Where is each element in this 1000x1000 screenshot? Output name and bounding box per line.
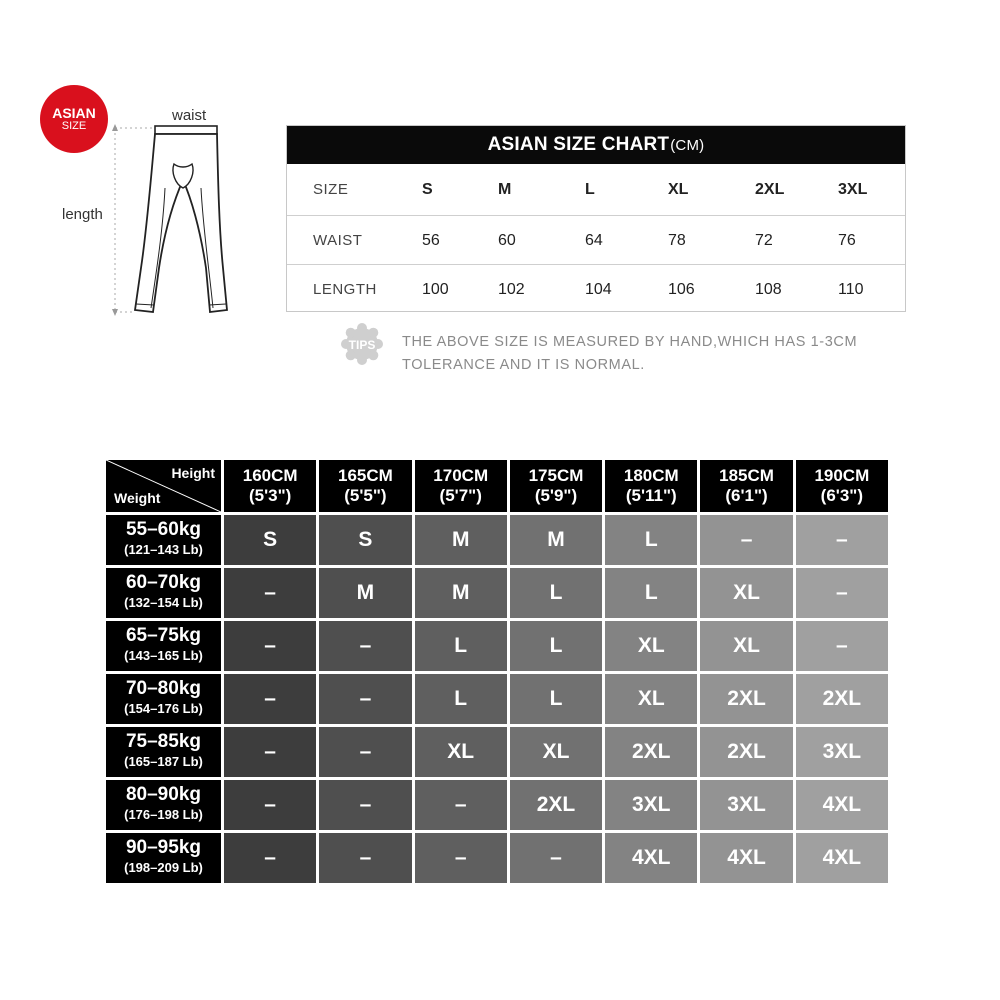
height-ft: (5'11")	[625, 486, 677, 505]
weight-row-header	[106, 780, 221, 830]
waist-row	[287, 215, 905, 265]
waist-cell: 56	[422, 232, 440, 249]
size-recommendation-cell: S	[319, 515, 411, 565]
weight-row-header	[106, 833, 221, 883]
weight-row-header	[106, 727, 221, 777]
size-chart-title-text: ASIAN SIZE CHART	[487, 134, 670, 155]
size-recommendation-cell: –	[224, 621, 316, 671]
size-recommendation-cell: 3XL	[700, 780, 792, 830]
size-header-cell: 2XL	[755, 181, 785, 198]
size-recommendation-cell: 4XL	[796, 833, 888, 883]
size-recommendation-cell: 3XL	[796, 727, 888, 777]
size-recommendation-cell: S	[224, 515, 316, 565]
size-recommendation-cell: 4XL	[796, 780, 888, 830]
waist-label: waist	[172, 107, 207, 124]
height-col-header	[796, 460, 888, 512]
size-recommendation-cell: –	[319, 727, 411, 777]
weight-lb: (176–198 Lb)	[124, 807, 203, 822]
height-col-header	[319, 460, 411, 512]
tips-note	[402, 331, 902, 377]
weight-kg: 75–85kg	[125, 731, 201, 752]
height-col-header	[224, 460, 316, 512]
size-header-cell: S	[422, 181, 433, 198]
length-row	[287, 264, 905, 314]
tips-line1: THE ABOVE SIZE IS MEASURED BY HAND,WHICH HAS 1-3CM	[402, 334, 858, 350]
height-col-header	[605, 460, 697, 512]
size-recommendation-cell: –	[224, 780, 316, 830]
tips-badge-icon	[340, 322, 384, 366]
size-chart-title	[287, 126, 905, 164]
weight-row-header	[106, 568, 221, 618]
size-recommendation-cell: 2XL	[796, 674, 888, 724]
height-col-header	[700, 460, 792, 512]
badge-line1: ASIAN	[52, 104, 96, 121]
asian-size-badge	[40, 85, 108, 153]
weight-row	[106, 727, 888, 777]
size-recommendation-cell: –	[415, 833, 507, 883]
size-header-cell: M	[498, 181, 512, 198]
size-header-cell: L	[585, 181, 595, 198]
height-col-header	[415, 460, 507, 512]
waist-cell: 72	[755, 232, 773, 249]
size-header-row	[287, 165, 905, 214]
weight-row	[106, 833, 888, 883]
tips-badge-text: TIPS	[348, 338, 376, 352]
height-cm: 160CM	[242, 466, 298, 485]
weight-kg: 70–80kg	[125, 678, 201, 699]
grid-corner	[106, 460, 221, 512]
size-recommendation-cell: XL	[700, 621, 792, 671]
length-row-label: LENGTH	[313, 281, 377, 298]
weight-lb: (198–209 Lb)	[124, 860, 203, 875]
weight-row	[106, 568, 888, 618]
size-recommendation-cell: –	[796, 621, 888, 671]
size-recommendation-cell: 4XL	[700, 833, 792, 883]
size-recommendation-cell: –	[319, 833, 411, 883]
height-cm: 170CM	[433, 466, 489, 485]
waist-row-label: WAIST	[313, 232, 363, 249]
height-ft: (5'5")	[344, 486, 387, 505]
weight-lb: (121–143 Lb)	[124, 542, 203, 557]
height-ft: (6'1")	[725, 486, 768, 505]
size-recommendation-cell: XL	[700, 568, 792, 618]
pants-diagram	[105, 118, 245, 323]
length-cell: 100	[422, 281, 449, 298]
size-recommendation-cell: 4XL	[605, 833, 697, 883]
waist-cell: 64	[585, 232, 603, 249]
weight-kg: 55–60kg	[125, 519, 201, 540]
size-recommendation-cell: –	[319, 780, 411, 830]
height-ft: (6'3")	[820, 486, 864, 505]
weight-row-header	[106, 621, 221, 671]
height-ft: (5'3")	[248, 486, 292, 505]
weight-lb: (165–187 Lb)	[124, 754, 203, 769]
weight-kg: 80–90kg	[125, 784, 201, 805]
length-label: length	[62, 206, 103, 223]
size-header-label: SIZE	[313, 181, 349, 198]
grid-header-row	[106, 460, 888, 512]
tips-line2: TOLERANCE AND IT IS NORMAL.	[402, 357, 645, 373]
size-recommendation-cell: –	[796, 568, 888, 618]
size-recommendation-cell: L	[605, 515, 697, 565]
height-weight-grid	[103, 457, 891, 886]
height-cm: 185CM	[719, 466, 774, 485]
size-recommendation-cell: M	[510, 515, 602, 565]
size-recommendation-cell: M	[415, 568, 507, 618]
size-recommendation-cell: –	[510, 833, 602, 883]
weight-row-header	[106, 674, 221, 724]
size-recommendation-cell: 3XL	[605, 780, 697, 830]
size-recommendation-cell: 2XL	[510, 780, 602, 830]
weight-row	[106, 621, 888, 671]
length-cell: 110	[838, 281, 864, 298]
length-cell: 104	[585, 281, 612, 298]
weight-lb: (132–154 Lb)	[124, 595, 203, 610]
height-cm: 165CM	[338, 466, 393, 485]
size-recommendation-cell: L	[510, 568, 602, 618]
weight-lb: (154–176 Lb)	[124, 701, 203, 716]
waist-cell: 60	[498, 232, 516, 249]
size-recommendation-cell: L	[415, 674, 507, 724]
length-cell: 108	[755, 281, 782, 298]
corner-weight-label: Weight	[114, 490, 161, 506]
size-recommendation-cell: –	[319, 621, 411, 671]
size-recommendation-cell: L	[510, 621, 602, 671]
size-recommendation-cell: L	[510, 674, 602, 724]
size-recommendation-cell: 2XL	[605, 727, 697, 777]
size-recommendation-cell: –	[224, 674, 316, 724]
height-cm: 190CM	[814, 466, 870, 485]
size-recommendation-cell: –	[224, 727, 316, 777]
size-recommendation-cell: 2XL	[700, 674, 792, 724]
height-ft: (5'9")	[534, 486, 578, 505]
weight-kg: 60–70kg	[125, 572, 201, 593]
size-chart-title-unit: (CM)	[670, 136, 705, 154]
weight-row	[106, 674, 888, 724]
height-ft: (5'7")	[439, 486, 482, 505]
height-col-header	[510, 460, 602, 512]
weight-kg: 65–75kg	[125, 625, 201, 646]
size-recommendation-cell: –	[224, 833, 316, 883]
height-cm: 180CM	[623, 466, 679, 485]
size-recommendation-cell: XL	[415, 727, 507, 777]
size-recommendation-cell: –	[415, 780, 507, 830]
length-cell: 102	[498, 281, 525, 298]
waist-cell: 76	[838, 232, 856, 249]
size-recommendation-cell: M	[319, 568, 411, 618]
size-recommendation-cell: –	[224, 568, 316, 618]
length-cell: 106	[668, 281, 695, 298]
size-header-cell: 3XL	[838, 181, 868, 198]
size-recommendation-cell: 2XL	[700, 727, 792, 777]
weight-row-header	[106, 515, 221, 565]
waist-cell: 78	[668, 232, 686, 249]
size-header-cell: XL	[668, 181, 689, 198]
asian-size-chart	[286, 125, 906, 312]
size-recommendation-cell: M	[415, 515, 507, 565]
height-cm: 175CM	[528, 466, 584, 485]
size-recommendation-cell: –	[319, 674, 411, 724]
size-recommendation-cell: XL	[510, 727, 602, 777]
size-recommendation-cell: –	[700, 515, 792, 565]
size-recommendation-cell: XL	[605, 621, 697, 671]
size-recommendation-cell: L	[605, 568, 697, 618]
weight-row	[106, 515, 888, 565]
size-recommendation-cell: L	[415, 621, 507, 671]
size-recommendation-cell: XL	[605, 674, 697, 724]
corner-height-label: Height	[171, 465, 215, 481]
badge-line2: SIZE	[61, 119, 87, 132]
weight-kg: 90–95kg	[125, 837, 201, 858]
weight-row	[106, 780, 888, 830]
weight-lb: (143–165 Lb)	[124, 648, 203, 663]
size-recommendation-cell: –	[796, 515, 888, 565]
